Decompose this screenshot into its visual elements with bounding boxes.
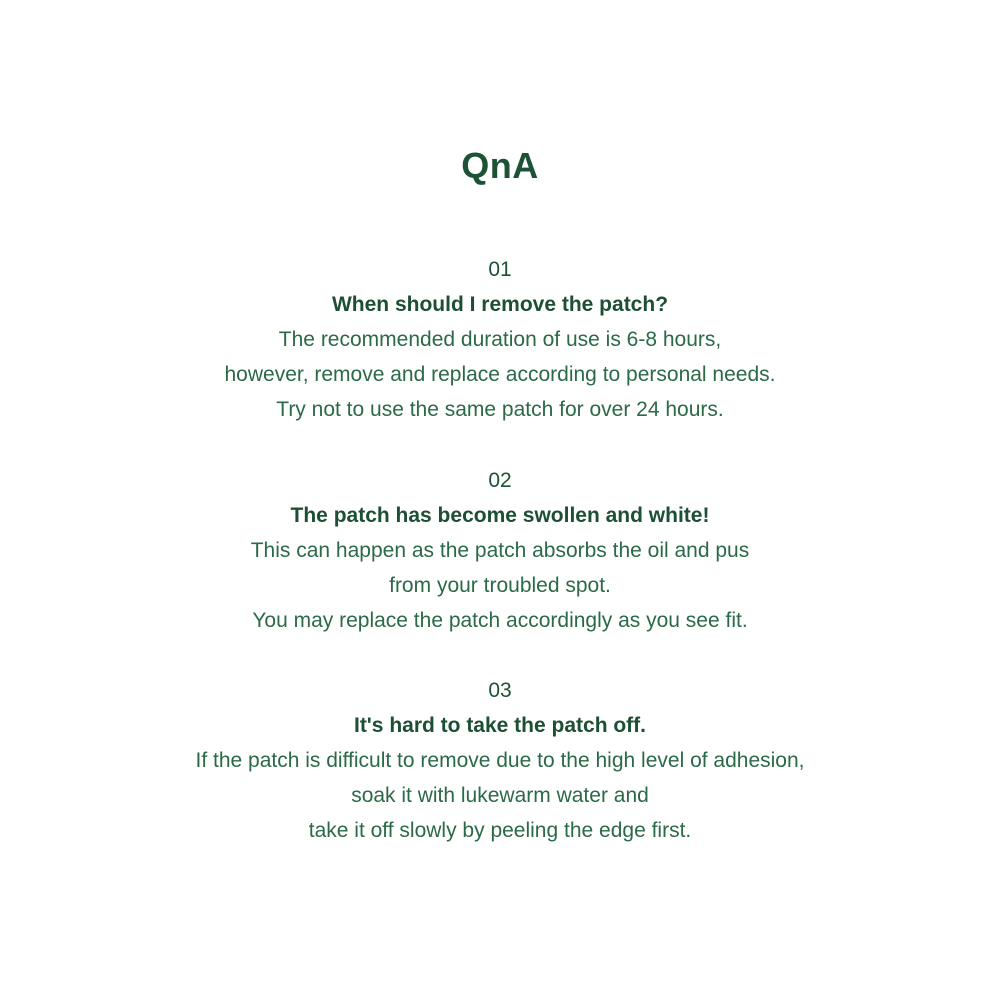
- question-text: The patch has become swollen and white!: [290, 504, 710, 527]
- qna-item-1: [0, 252, 1000, 427]
- question-text: It's hard to take the patch off.: [353, 714, 647, 737]
- question-number: 02: [488, 469, 512, 492]
- page-title: QnA: [461, 145, 539, 186]
- answer-line: however, remove and replace according to personal needs.: [224, 363, 776, 386]
- answer-line: soak it with lukewarm water and: [351, 784, 649, 807]
- answer-line: This can happen as the patch absorbs the oil and pus: [250, 539, 750, 562]
- question-number: 03: [488, 679, 512, 702]
- qna-item-3: [0, 673, 1000, 848]
- question-number: 01: [488, 258, 512, 281]
- answer-line: take it off slowly by peeling the edge first.: [308, 819, 692, 842]
- question-text: When should I remove the patch?: [331, 293, 669, 316]
- qna-item-2: [0, 463, 1000, 638]
- answer-line: If the patch is difficult to remove due to the high level of adhesion,: [195, 749, 805, 772]
- answer-line: from your troubled spot.: [389, 574, 611, 597]
- answer-line: The recommended duration of use is 6-8 hours,: [278, 328, 722, 351]
- answer-line: Try not to use the same patch for over 24 hours.: [276, 398, 724, 421]
- answer-line: You may replace the patch accordingly as you see fit.: [252, 609, 748, 632]
